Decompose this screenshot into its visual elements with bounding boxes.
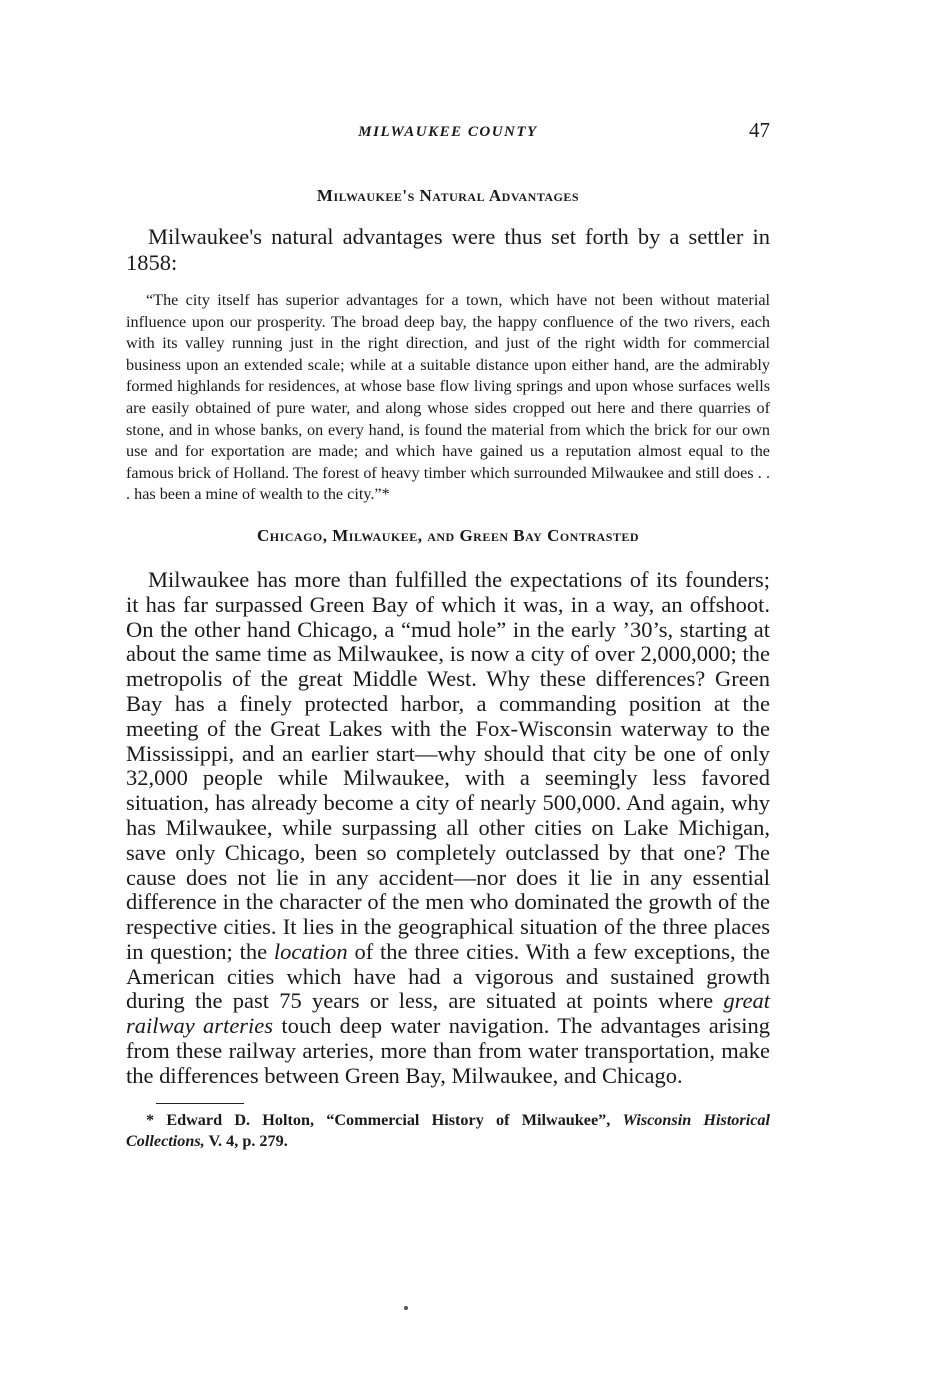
body-text-1: Milwaukee has more than fulfilled the expectations of its founders; it has far surpassed Green Bay of which it was, in a way, an offshoot. On the other hand Chicago, a “mud hole” in the early ’30’s, starting at about the same time as Milwaukee, is now a city of over 2,000,000; the metropolis of the great Middle West. Why these differences? Green Bay has a finely protected harbor, a commanding position at the meeting of the Great Lakes with the Fox-Wisconsin waterway to the Mississippi, and an earlier start—why should that city be one of only 32,000 people while Milwaukee, with a seemingly less favored situation, has already become a city of nearly 500,000. And again, why has Milwaukee, while surpassing all other cities on Lake Michigan, save only Chicago, been so completely outclassed by that one? The cause does not lie in any accident—nor does it lie in any essential difference in the character of the men who dominated the growth of the respective cities. It lies in the geographical situation of the three places in question; the — [126, 566, 770, 964]
running-title: MILWAUKEE COUNTY — [358, 124, 538, 140]
body-paragraph — [126, 568, 770, 1089]
body-text-2: of the three cities. With a few exceptions, the American cities which have had a vigorous and sustained growth during the past 75 years or less, are situated at points where — [126, 938, 770, 1014]
page-number: 47 — [749, 118, 770, 142]
section-heading-contrasted: Chicago, Milwaukee, and Green Bay Contrasted — [256, 525, 640, 545]
block-quote: “The city itself has superior advantages for a town, which have not been without material influence upon our prosperity. The broad deep bay, the happy confluence of the two rivers, each with its valley running just in the right direction, and just of the right width for commercial business upon an extended scale; while at a suitable distance upon either hand, are the admirably formed highlands for residences, at whose base flow living springs and upon whose surfaces wells are easily obtained of pure water, and along whose sides cropped out here and there quarries of stone, and in whose banks, on every hand, is found the material from which the brick for our own use and for exportation are made; and which have gained us a reputation almost equal to the famous brick of Holland. The forest of heavy timber which surrounded Milwaukee and still does . . . has been a mine of wealth to the city.”* — [126, 291, 770, 504]
footnote-rule — [156, 1103, 244, 1104]
body-emphasis-railway: great railway arteries — [126, 988, 770, 1039]
footnote — [126, 1110, 770, 1152]
footnote-source-title: Wisconsin Historical Collections, — [126, 1110, 770, 1150]
body-emphasis-location: location — [273, 938, 348, 964]
stray-ink-dot — [404, 1306, 408, 1310]
footnote-text: * Edward D. Holton, “Commercial History of Milwaukee”, — [146, 1110, 623, 1129]
section-heading-natural-advantages: Milwaukee's Natural Advantages — [316, 186, 580, 205]
running-head — [126, 118, 770, 148]
footnote-tail: V. 4, p. 279. — [204, 1131, 288, 1150]
body-text-3: touch deep water navigation. The advantages arising from these railway arteries, more than from water transportation, make the differences between Green Bay, Milwaukee, and Chicago. — [126, 1013, 771, 1088]
intro-paragraph: Milwaukee's natural advantages were thus set forth by a settler in 1858: — [126, 224, 770, 275]
book-page — [126, 118, 770, 1152]
